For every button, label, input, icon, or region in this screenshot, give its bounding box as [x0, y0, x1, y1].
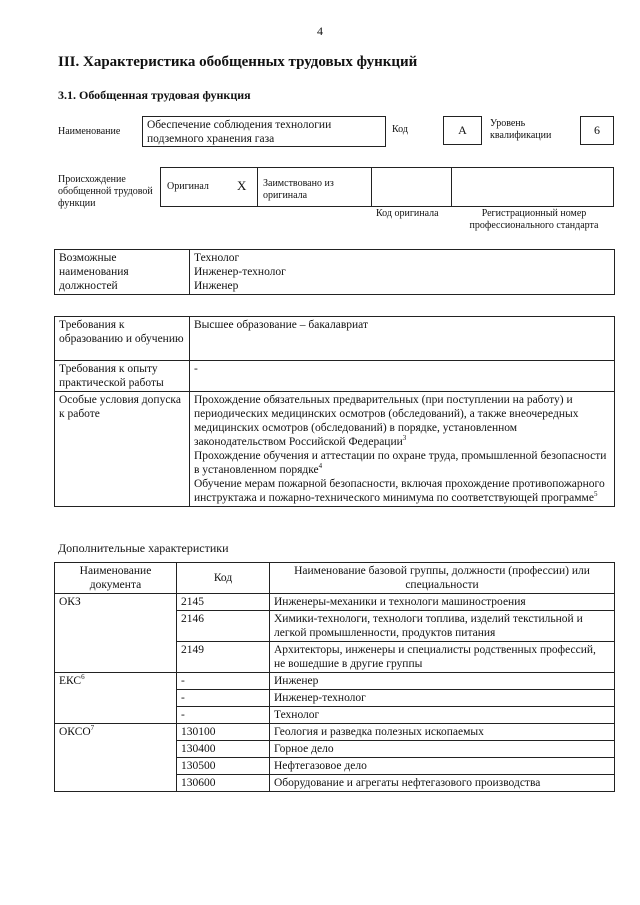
okz-name: Архитекторы, инженеры и специалисты родственных профессий, не вошедшие в другие группы: [270, 642, 615, 673]
okso-name: Оборудование и агрегаты нефтегазового производства: [270, 775, 615, 792]
eks-code: -: [177, 707, 270, 724]
section-title: III. Характеристика обобщенных трудовых функций: [58, 54, 418, 70]
col-doc-header: Наименование документа: [55, 563, 177, 594]
positions-table: [54, 249, 615, 295]
requirements-table: [54, 316, 615, 507]
divider: [451, 168, 452, 206]
okso-code: 130600: [177, 775, 270, 792]
eks-name: Инженер: [270, 673, 615, 690]
eks-name: Технолог: [270, 707, 615, 724]
okz-code: 2149: [177, 642, 270, 673]
origin-label: Происхождение обобщенной трудовой функции: [58, 174, 153, 209]
original-label: Оригинал: [167, 181, 209, 192]
special-item: Прохождение обязательных предварительных (при поступлении на работу) и периодических медицинских осмотров (обследований), а также внеочередных медицинских осмотров (обследований) в порядке, установленном законодательством Российской Федерации$^3$: [194, 394, 579, 448]
code-label: Код: [392, 124, 408, 135]
position-item: Технолог: [194, 252, 240, 264]
additional-table: [54, 562, 615, 792]
special-value: [190, 392, 615, 507]
okso-code: 130100: [177, 724, 270, 741]
okso-code: 130400: [177, 741, 270, 758]
name-label: Наименование: [58, 126, 121, 137]
okso-label: ОКСО$^7$: [55, 724, 177, 792]
page-number: 4: [317, 24, 323, 38]
borrowed-label: Заимствовано из оригинала: [263, 178, 334, 201]
col-code-header: Код: [177, 563, 270, 594]
position-item: Инженер: [194, 280, 239, 292]
code-value-box: А: [443, 116, 482, 145]
eks-name: Инженер-технолог: [270, 690, 615, 707]
eks-code: -: [177, 690, 270, 707]
okz-code: 2146: [177, 611, 270, 642]
divider: [257, 168, 258, 206]
special-label: Особые условия допуска к работе: [55, 392, 190, 507]
additional-title: Дополнительные характеристики: [58, 541, 229, 555]
okz-label: ОКЗ: [55, 594, 177, 673]
special-item: Прохождение обучения и аттестации по охране труда, промышленной безопасности в установленном порядке$^4$: [194, 450, 607, 476]
special-item: Обучение мерам пожарной безопасности, включая прохождение противопожарного инструктажа и пожарно-технического минимума по соответствующей программе$^5$: [194, 478, 605, 504]
position-item: Инженер-технолог: [194, 266, 286, 278]
eks-code: -: [177, 673, 270, 690]
okz-name: Химики-технологи, технологи топлива, изделий текстильной и легкой промышленности, продуктов питания: [270, 611, 615, 642]
origin-box: [160, 167, 614, 207]
okso-name: Геология и разведка полезных ископаемых: [270, 724, 615, 741]
function-name-box: Обеспечение соблюдения технологии подземного хранения газа: [142, 116, 386, 147]
okso-name: Горное дело: [270, 741, 615, 758]
experience-label: Требования к опыту практической работы: [55, 361, 190, 392]
positions-values: [190, 250, 615, 295]
reg-number-caption: Регистрационный номер профессионального стандарта: [469, 208, 599, 231]
okso-code: 130500: [177, 758, 270, 775]
positions-label: Возможные наименования должностей: [55, 250, 190, 295]
level-value-box: 6: [580, 116, 614, 145]
original-code-caption: Код оригинала: [376, 208, 439, 219]
education-label: Требования к образованию и обучению: [55, 317, 190, 361]
level-label: Уровень квалификации: [490, 118, 552, 141]
okz-code: 2145: [177, 594, 270, 611]
okz-name: Инженеры-механики и технологи машиностроения: [270, 594, 615, 611]
original-mark: X: [237, 178, 247, 193]
eks-label: ЕКС$^6$: [55, 673, 177, 724]
subsection-title: 3.1. Обобщенная трудовая функция: [58, 88, 251, 102]
experience-value: -: [190, 361, 615, 392]
divider: [371, 168, 372, 206]
col-name-header: Наименование базовой группы, должности (профессии) или специальности: [270, 563, 615, 594]
education-value: Высшее образование – бакалавриат: [190, 317, 615, 361]
okso-name: Нефтегазовое дело: [270, 758, 615, 775]
